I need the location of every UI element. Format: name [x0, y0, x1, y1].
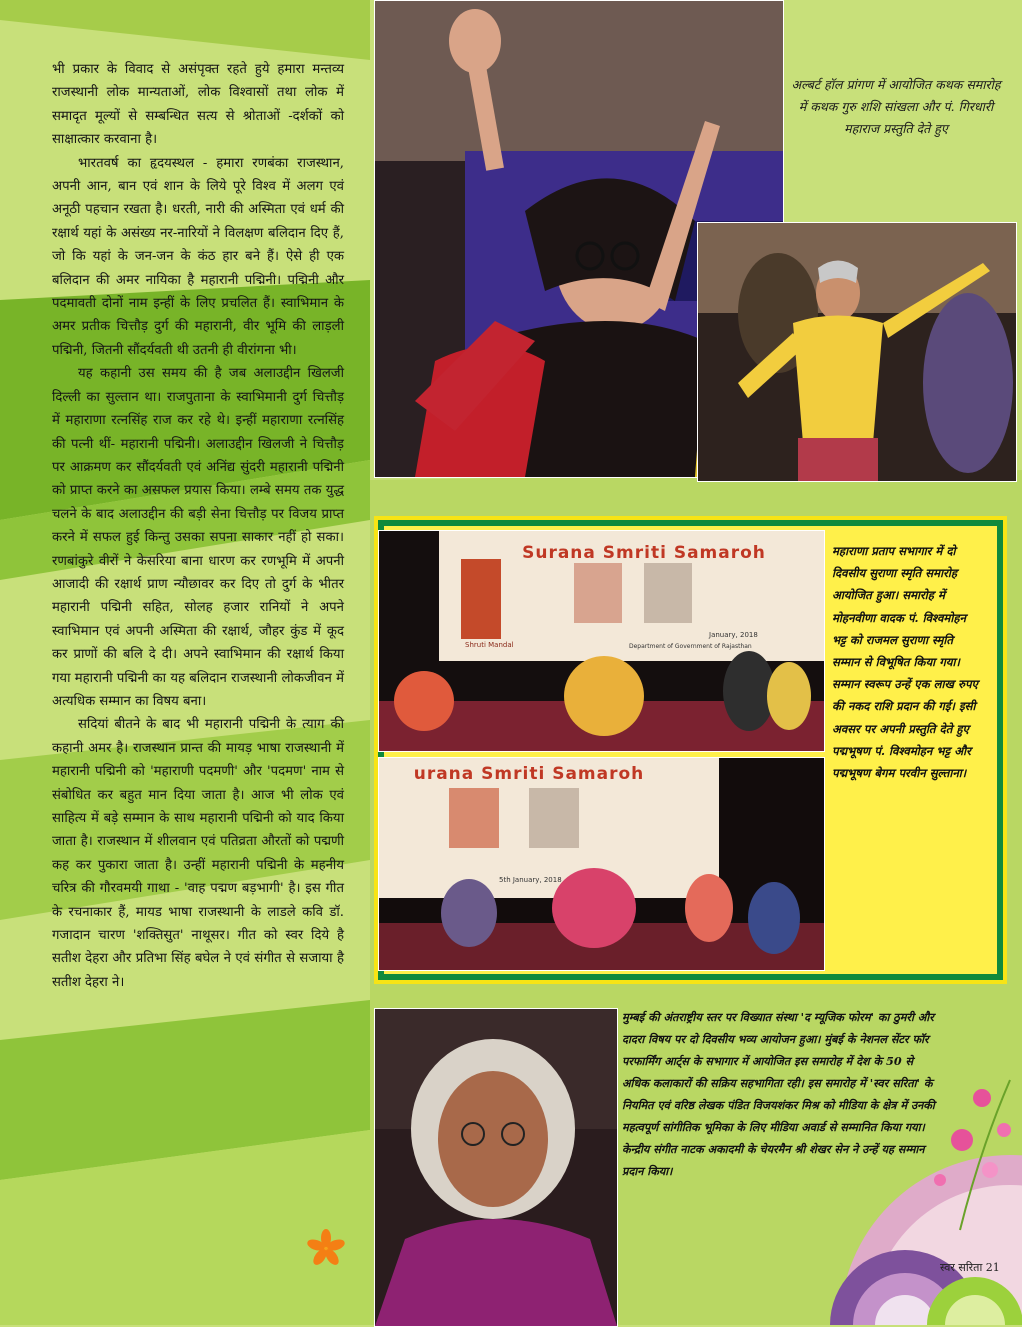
banner-title: Surana Smriti Samaroh [522, 543, 766, 563]
music-forum-caption: मुम्बई की अंतराष्ट्रीय स्तर पर विख्यात संस्था 'द म्यूजिक फोरम' का ठुमरी और दादरा विषय पर दो दिवसीय भव्य आयोजन हुआ। मुंबई के नेशनल सेंटर फॉर परफार्मिंग आर्ट्स के सभागार में आयोजित इस समारोह में देश के 50 से अधिक कलाकारों की सक्रिय सहभागिता रही। इस समारोह में 'स्वर सरिता' के नियमित एवं वरिष्ठ लेखक पंडित विजयशंकर मिश्र को मीडिया के क्षेत्र में उनकी महत्वपूर्ण सांगीतिक भूमिका के लिए मीडिया अवार्ड से सम्मानित किया गया। केन्द्रीय संगीत नाटक अकादमी के चेयरमैन श्री शेखर सेन ने उन्हें यह सम्मान प्रदान किया। [622, 1010, 935, 1178]
kathak-caption: अल्बर्ट हॉल प्रांगण में आयोजित कथक समारोह में कथक गुरु शशि सांखला और पं. गिरधारी महाराज प्रस्तुति देते हुए [791, 77, 1001, 136]
magazine-name: स्वर सरिता [940, 1261, 983, 1274]
article-paragraph: यह कहानी उस समय की है जब अलाउद्दीन खिलजी दिल्ली का सुल्तान था। राजपुताना के स्वाभिमानी दुर्ग चित्तौड़ में महाराणा रत्नसिंह राज कर रहे थे। इन्हीं महाराणा रत्नसिंह की पत्नी थीं- महारानी पद्मिनी। अलाउद्दीन खिलजी ने चित्तौड़ पर आक्रमण कर सौंदर्यवती एवं अनिंद्य सुंदरी महारानी पद्मिनी को प्राप्त करने का असफल प्रयास किया। लम्बे समय तक युद्ध चलने के बाद अलाउद्दीन की बड़ी सेना चित्तौड़ पर विजय प्राप्त करने में सफल हुई किन्तु उसका सपना साकार नहीं हो सका। रणबांकुरे वीरों ने केसरिया बाना धारण कर रणभूमि में अपनी आजादी की रक्षार्थ प्राण न्यौछावर कर दिए तो दुर्ग के भीतर महारानी पद्मिनी सहित, सोलह हजार रानियों ने अपने स्वाभिमान एवं अपनी अस्मिता की रक्षार्थ, जौहर कुंड में कूद कर प्राणों की बलि दे दी। अपने स्वाभिमान की रक्षार्थ किया गया महारानी पद्मिनी का यह बलिदान राजस्थानी लोकजीवन में अत्यधिक सम्मान का विषय बना। [52, 366, 344, 709]
banner-date: 5th January, 2018 [499, 876, 562, 884]
page-number: 21 [985, 1261, 1000, 1274]
surana-caption: महाराणा प्रताप सभागार में दो दिवसीय सुराणा स्मृति समारोह आयोजित हुआ। समारोह में मोहनवीणा वादक पं. विश्वमोहन भट्ट को राजमल सुराणा स्मृति सम्मान से विभूषित किया गया। सम्मान स्वरूप उन्हें एक लाख रुपए की नकद राशि प्रदान की गई। इसी अवसर पर अपनी प्रस्तुति देते हुए पद्मभूषण पं. विश्वमोहन भट्ट और पद्मभूषण बेगम परवीन सुल्ताना। [832, 544, 978, 781]
article-paragraph: भी प्रकार के विवाद से असंपृक्त रहते हुये हमारा मन्तव्य राजस्थानी लोक मान्यताओं, लोक विश्वासों तथा लोक में समादृत मूल्यों से सम्बन्धित सत्य से श्रोताओं -दर्शकों को साक्षात्कार करवाना है। [52, 62, 344, 148]
shruti-mandal-label: Shruti Mandal [465, 641, 514, 649]
article-paragraph: भारतवर्ष का हृदयस्थल - हमारा रणबंका राजस्थान, अपनी आन, बान एवं शान के लिये पूरे विश्व में अलग एवं अनूठी पहचान रखता है। धरती, नारी की अस्मिता एवं धर्म की रक्षार्थ यहां के असंख्य नर-नारियों ने विलक्षण बलिदान दिए हैं, जो कि यहां के जन-जन के कंठ हार बने हैं। ऐसे ही एक बलिदान की अमर नायिका है महारानी पद्मिनी। पद्मिनी और पदमावती दोनों नाम इन्हीं के लिए प्रचलित हैं। स्वाभिमान के अमर प्रतीक चित्तौड़ दुर्ग की महारानी, वीर भूमि की लाड़ली पद्मिनी, जितनी सौंदर्यवती थी उतनी ही वीरांगना भी। [52, 155, 344, 358]
banner-title: urana Smriti Samaroh [413, 764, 645, 784]
vijayshankar-mishra-portrait [374, 1008, 618, 1327]
surana-concert-photo-top [378, 530, 825, 752]
banner-dept: Department of Government of Rajasthan [629, 643, 752, 650]
shruti-mandal-logo [461, 559, 501, 639]
banner-date: January, 2018 [709, 631, 758, 639]
male-dancer-photo [697, 222, 1017, 482]
article-paragraph: सदियां बीतने के बाद भी महारानी पद्मिनी के त्याग की कहानी अमर है। राजस्थान प्रान्त की मायड़ भाषा राजस्थानी में महारानी पद्मिनी को 'महाराणी पदमणी' और 'पदमण' नाम से संबोधित कर बहुत मान दिया जाता है। आज भी लोक एवं साहित्य में बड़े सम्मान के साथ महारानी पद्मिनी को याद किया जाता है। राजस्थान में शीलवान एवं पतिव्रता औरतों को पद्मणी कह कर पुकारा जाता है। उन्हीं महारानी पद्मिनी के महनीय चरित्र की गौरवमयी गाथा - 'वाह पद्मण बड़भागी' है। इस गीत के रचनाकार हैं, मायड भाषा राजस्थानी के लाडले कवि डॉ. गजादान चारण 'शक्तिसुत' नाथूसर। गीत को स्वर दिये है सतीश देहरा और प्रतिभा सिंह बघेल ने एवं संगीत से सजाया है सतीश देहरा ने। [52, 717, 344, 990]
surana-concert-photo-bottom [378, 757, 825, 971]
article-text-column [52, 58, 344, 994]
page-footer [940, 1260, 1000, 1275]
